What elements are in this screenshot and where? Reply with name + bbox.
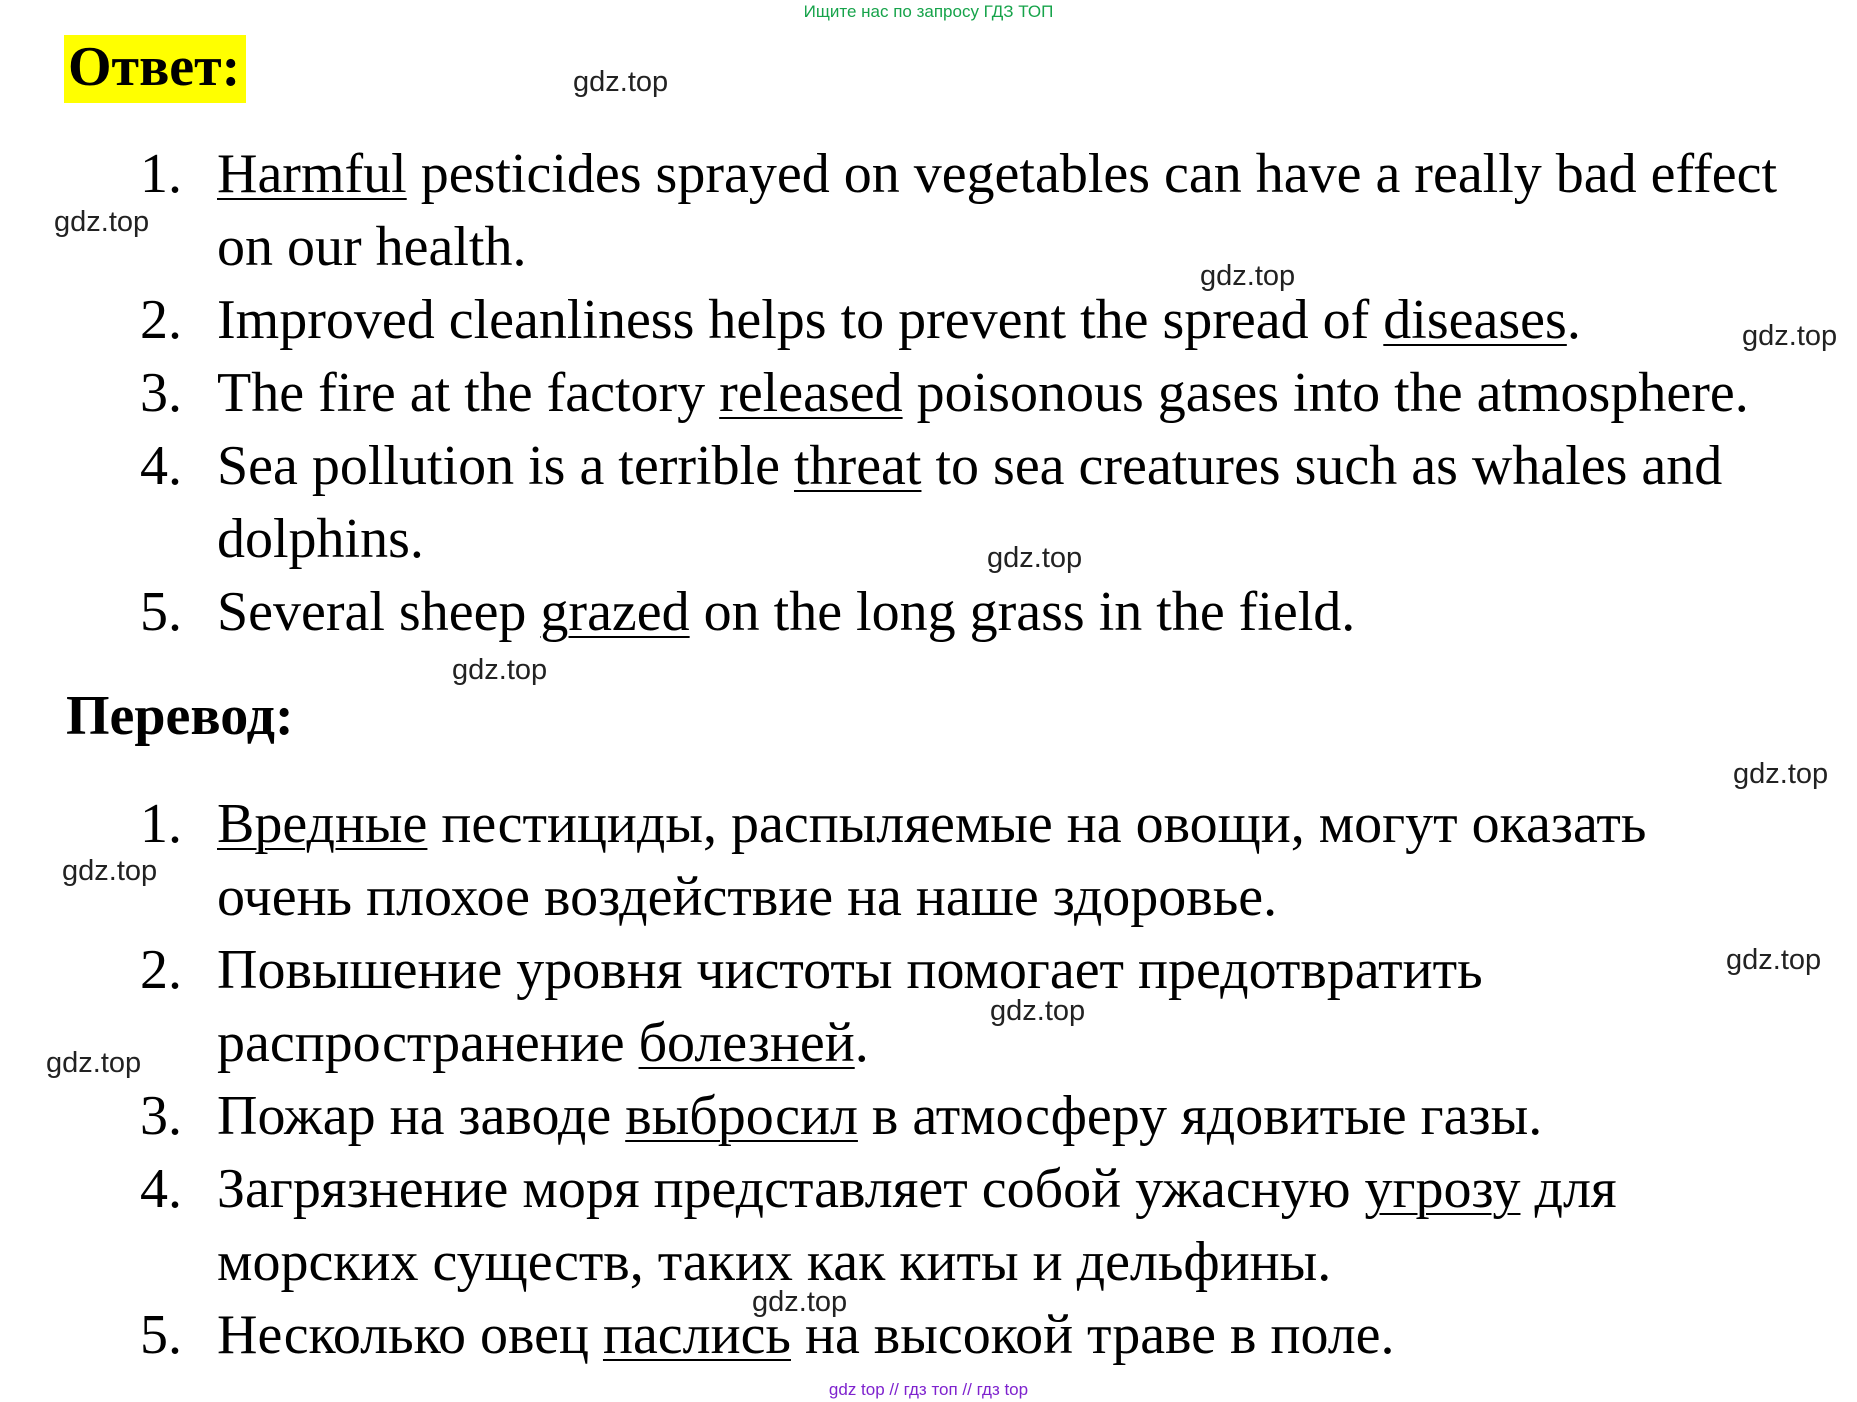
answer-item — [0, 138, 1817, 284]
watermark: gdz.top — [1726, 944, 1822, 976]
translation-item — [0, 934, 1737, 1080]
watermark: gdz.top — [1200, 260, 1296, 292]
answer-item — [0, 430, 1817, 576]
item-number: 1. — [140, 793, 182, 855]
item-number: 5. — [140, 581, 182, 643]
translation-item — [0, 1299, 1737, 1372]
item-text: The fire at the factory released poisonous gases into the atmosphere. — [217, 362, 1749, 424]
answer-item — [0, 576, 1817, 649]
answer-item — [0, 357, 1817, 430]
watermark: gdz.top — [573, 66, 669, 98]
watermark: gdz.top — [452, 654, 548, 686]
answer-item — [0, 284, 1817, 357]
item-text: Пожар на заводе выбросил в атмосферу ядовитые газы. — [217, 1085, 1543, 1147]
underlined-word: Harmful — [217, 143, 407, 205]
item-text: Harmful pesticides sprayed on vegetables can have a really bad effect on our health. — [217, 143, 1778, 278]
item-text: Improved cleanliness helps to prevent the spread of diseases. — [217, 289, 1581, 351]
watermark: gdz.top — [752, 1286, 848, 1318]
answer-list — [0, 138, 1817, 649]
translation-item — [0, 788, 1737, 934]
answer-heading: Ответ: — [64, 35, 246, 103]
watermark: gdz.top — [1733, 758, 1829, 790]
item-number: 4. — [140, 435, 182, 497]
underlined-word: diseases — [1383, 289, 1567, 351]
underlined-word: паслись — [602, 1304, 791, 1366]
underlined-word: угрозу — [1364, 1158, 1521, 1220]
item-number: 3. — [140, 362, 182, 424]
watermark: gdz.top — [1742, 320, 1838, 352]
item-text: Повышение уровня чистоты помогает предотвратить распространение болезней. — [217, 939, 1483, 1074]
item-text: Несколько овец паслись на высокой траве в поле. — [217, 1304, 1395, 1366]
translation-list — [0, 788, 1737, 1372]
item-text: Several sheep grazed on the long grass in the field. — [217, 581, 1356, 643]
watermark: gdz.top — [54, 206, 150, 238]
underlined-word: released — [719, 362, 903, 424]
watermark: gdz.top — [990, 995, 1086, 1027]
underlined-word: Вредные — [217, 793, 428, 855]
translation-item — [0, 1153, 1737, 1299]
watermark: gdz.top — [987, 542, 1083, 574]
item-number: 2. — [140, 289, 182, 351]
top-banner: Ищите нас по запросу ГДЗ ТОП — [803, 2, 1054, 21]
underlined-word: выбросил — [625, 1085, 858, 1147]
translation-heading: Перевод: — [66, 685, 294, 747]
item-number: 1. — [140, 143, 182, 205]
footer: gdz top // гдз топ // гдз top — [828, 1380, 1029, 1399]
item-number: 5. — [140, 1304, 182, 1366]
item-text: Sea pollution is a terrible threat to sea creatures such as whales and dolphins. — [217, 435, 1723, 570]
item-text: Вредные пестициды, распыляемые на овощи, могут оказать очень плохое воздействие на наше здоровье. — [217, 793, 1647, 928]
underlined-word: болезней — [638, 1012, 855, 1074]
translation-item — [0, 1080, 1737, 1153]
underlined-word: threat — [793, 435, 922, 497]
watermark: gdz.top — [46, 1047, 142, 1079]
item-number: 4. — [140, 1158, 182, 1220]
item-number: 3. — [140, 1085, 182, 1147]
watermark: gdz.top — [62, 855, 158, 887]
item-text: Загрязнение моря представляет собой ужасную угрозу для морских существ, таких как киты и дельфины. — [217, 1158, 1617, 1293]
item-number: 2. — [140, 939, 182, 1001]
underlined-word: grazed — [540, 581, 690, 643]
